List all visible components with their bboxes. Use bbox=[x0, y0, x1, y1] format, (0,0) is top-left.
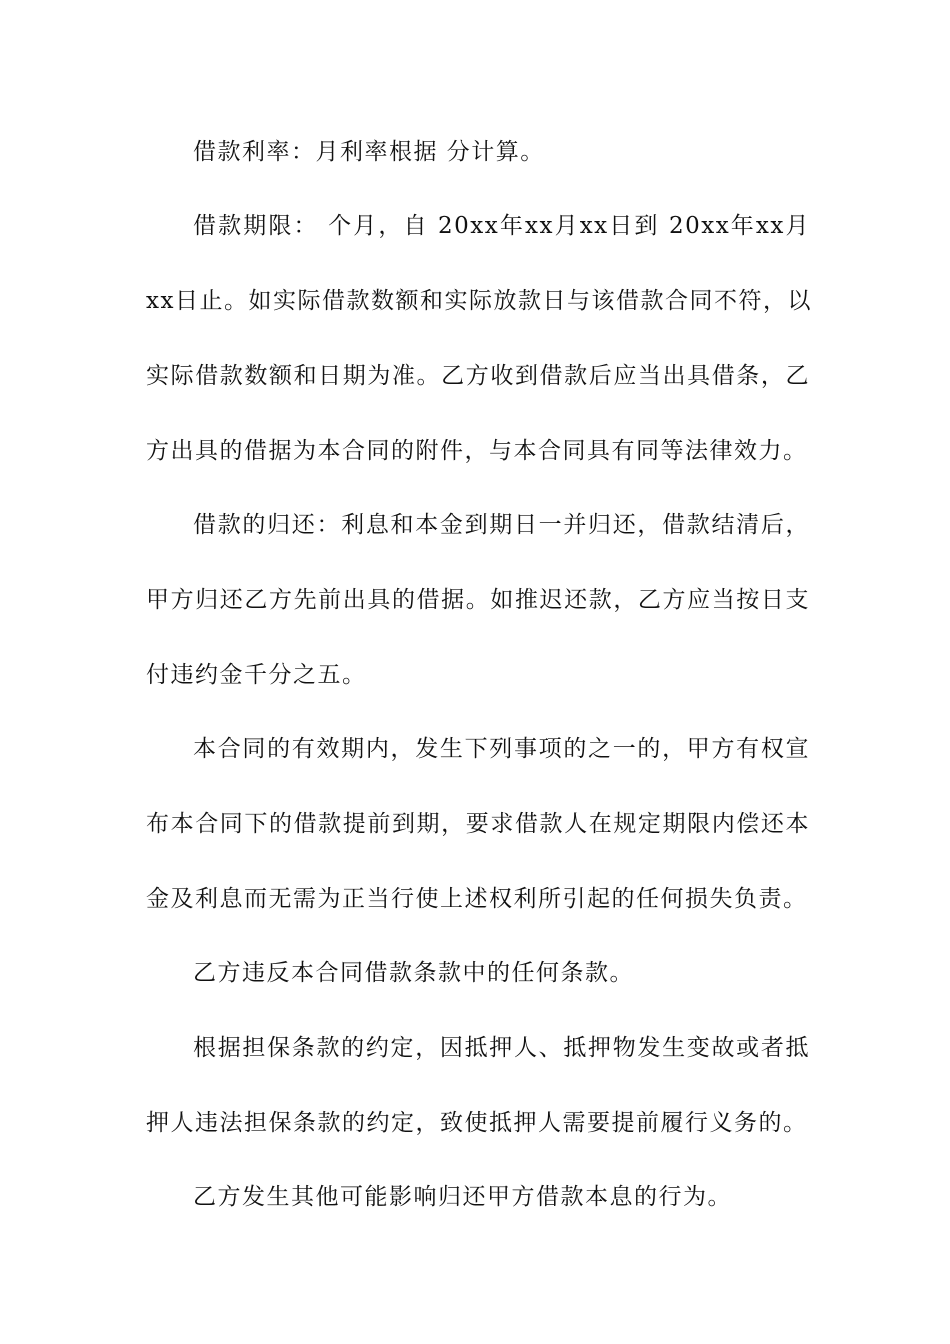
text-line: 布本合同下的借款提前到期，要求借款人在规定期限内偿还本 bbox=[146, 811, 810, 837]
text-line: 押人违法担保条款的约定，致使抵押人需要提前履行义务的。 bbox=[146, 1110, 808, 1136]
text-line: 付违约金千分之五。 bbox=[146, 662, 367, 688]
text-line-guarantee-item: 根据担保条款的约定，因抵押人、抵押物发生变故或者抵 bbox=[193, 1035, 810, 1061]
text-line-loan-term: 借款期限： 个月，自 20xx年xx月xx日到 20xx年xx月 bbox=[193, 213, 810, 239]
text-line: xx日止。如实际借款数额和实际放款日与该借款合同不符，以 bbox=[146, 288, 812, 314]
text-line-other-behavior-item: 乙方发生其他可能影响归还甲方借款本息的行为。 bbox=[193, 1184, 732, 1210]
text-line-loan-repayment: 借款的归还：利息和本金到期日一并归还，借款结清后， bbox=[193, 512, 810, 538]
text-line: 方出具的借据为本合同的附件，与本合同具有同等法律效力。 bbox=[146, 438, 808, 464]
text-line: 实际借款数额和日期为准。乙方收到借款后应当出具借条，乙 bbox=[146, 363, 810, 389]
text-line-breach-item: 乙方违反本合同借款条款中的任何条款。 bbox=[193, 960, 634, 986]
text-line-acceleration-clause: 本合同的有效期内，发生下列事项的之一的，甲方有权宣 bbox=[193, 736, 810, 762]
text-line: 甲方归还乙方先前出具的借据。如推迟还款，乙方应当按日支 bbox=[146, 587, 810, 613]
text-line: 金及利息而无需为正当行使上述权利所引起的任何损失负责。 bbox=[146, 886, 808, 912]
text-line-loan-interest-rate: 借款利率：月利率根据 分计算。 bbox=[193, 139, 545, 165]
